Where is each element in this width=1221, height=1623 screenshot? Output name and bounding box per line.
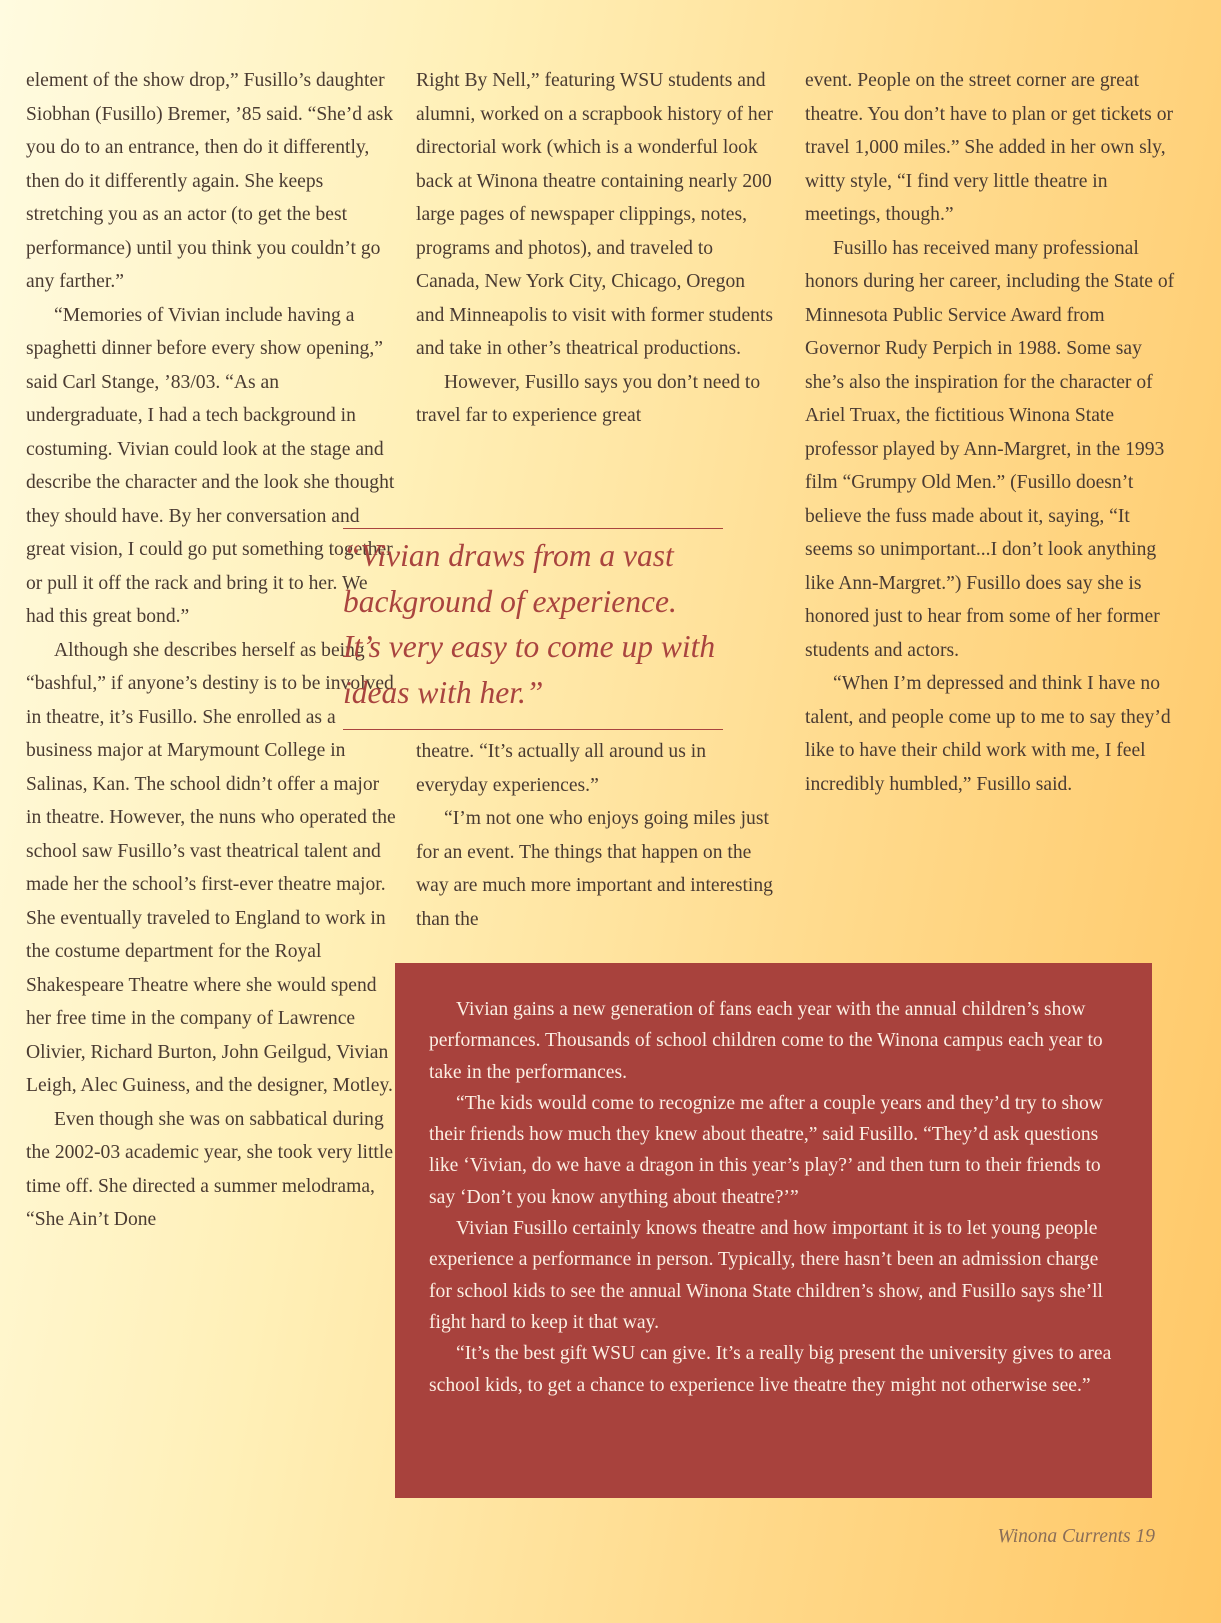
pull-quote-bottom-rule	[343, 729, 723, 730]
article-column-2-top	[416, 64, 776, 433]
sidebar-paragraph: “It’s the best gift WSU can give. It’s a really big present the university gives to area school kids, to get a chance to experience live theatre they might not otherwise see.”	[429, 1343, 1112, 1396]
article-paragraph: event. People on the street corner are great theatre. You don’t have to plan or get tickets or travel 1,000 miles.” She added in her own sly, witty style, “I find very little theatre in meetings, though.”	[805, 70, 1174, 225]
page-folio: Winona Currents 19	[997, 1526, 1155, 1547]
pull-quote-text	[343, 529, 723, 729]
article-paragraph: “I’m not one who enjoys going miles just for an event. The things that happen on the way are much more important and interesting than the	[416, 808, 773, 930]
article-paragraph: Right By Nell,” featuring WSU students and alumni, worked on a scrapbook history of her directorial work (which is a wonderful look back at Winona theatre containing nearly 200 large pages of newspaper clippings, notes, programs and photos), and traveled to Canada, New York City, Chicago, Oregon and Minneapolis to visit with former students and take in other’s theatrical productions.	[416, 70, 774, 359]
pull-quote-line: It’s very easy to come up with	[343, 629, 716, 664]
article-paragraph: “When I’m depressed and think I have no talent, and people come up to me to say they’d like to have their child work with me, I feel incredibly humbled,” Fusillo said.	[805, 673, 1171, 795]
sidebar-box	[395, 963, 1152, 1498]
sidebar-paragraph: “The kids would come to recognize me after a couple years and they’d try to show their friends how much they knew about theatre,” said Fusillo. “They’d ask questions like ‘Vivian, do we have a dragon in this year’s play?’ and then turn to their friends to say ‘Don’t you know anything about theatre?’”	[429, 1092, 1103, 1208]
article-column-2-bottom	[416, 735, 776, 936]
article-column-3	[805, 64, 1179, 801]
sidebar-paragraph: Vivian Fusillo certainly knows theatre and how important it is to let young people experience a performance in person. Typically, there hasn’t been an admission charge for school kids to see the annual Winona State children’s show, and Fusillo says she’ll fight hard to keep it that way.	[429, 1218, 1104, 1333]
article-paragraph: “Memories of Vivian include having a spaghetti dinner before every show opening,” said Carl Stange, ’83/03. “As an undergraduate, I had a tech background in costuming. Vivian could look at the stage and describe the character and the look she thought they should have. By her conversation and great vision, I could go put something together or pull it off the rack and bring it to her. We had this great bond.”	[26, 304, 395, 627]
sidebar-paragraph: Vivian gains a new generation of fans each year with the annual children’s show performances. Thousands of school children come to the Winona campus each year to take in the performances.	[429, 999, 1103, 1083]
pull-quote-line: “Vivian draws from a vast	[343, 538, 674, 573]
pull-quote	[343, 528, 723, 730]
article-paragraph: theatre. “It’s actually all around us in everyday experiences.”	[416, 741, 706, 796]
article-paragraph: Although she describes herself as being “bashful,” if anyone’s destiny is to be involved in theatre, it’s Fusillo. She enrolled as a business major at Marymount College in Salinas, Kan. The school didn’t offer a major in theatre. However, the nuns who operated the school saw Fusillo’s vast theatrical talent and made her the school’s first-ever theatre major. She eventually traveled to England to work in the costume department for the Royal Shakespeare Theatre where she would spend her free time in the company of Lawrence Olivier, Richard Burton, John Geilgud, Vivian Leigh, Alec Guiness, and the designer, Motley.	[26, 639, 396, 1096]
article-paragraph: element of the show drop,” Fusillo’s daughter Siobhan (Fusillo) Bremer, ’85 said. “She’d ask you do to an entrance, then do it differently, then do it differently again. She keeps stretching you as an actor (to get the best performance) until you think you couldn’t go any farther.”	[26, 70, 394, 292]
pull-quote-line: ideas with her.”	[343, 674, 544, 710]
article-paragraph: Even though she was on sabbatical during the 2002-03 academic year, she took very little time off. She directed a summer melodrama, “She Ain’t Done	[26, 1108, 394, 1230]
article-paragraph: Fusillo has received many professional honors during her career, including the State of Minnesota Public Service Award from Governor Rudy Perpich in 1988. Some say she’s also the inspiration for the character of Ariel Truax, the fictitious Winona State professor played by Ann-Margret, in the 1993 film “Grumpy Old Men.” (Fusillo doesn’t believe the fuss made about it, saying, “It seems so unimportant...I don’t look anything like Ann-Margret.”) Fusillo does say she is honored just to hear from some of her former students and actors.	[805, 237, 1175, 661]
article-paragraph: However, Fusillo says you don’t need to travel far to experience great	[416, 371, 761, 426]
pull-quote-line: background of experience.	[343, 583, 677, 619]
